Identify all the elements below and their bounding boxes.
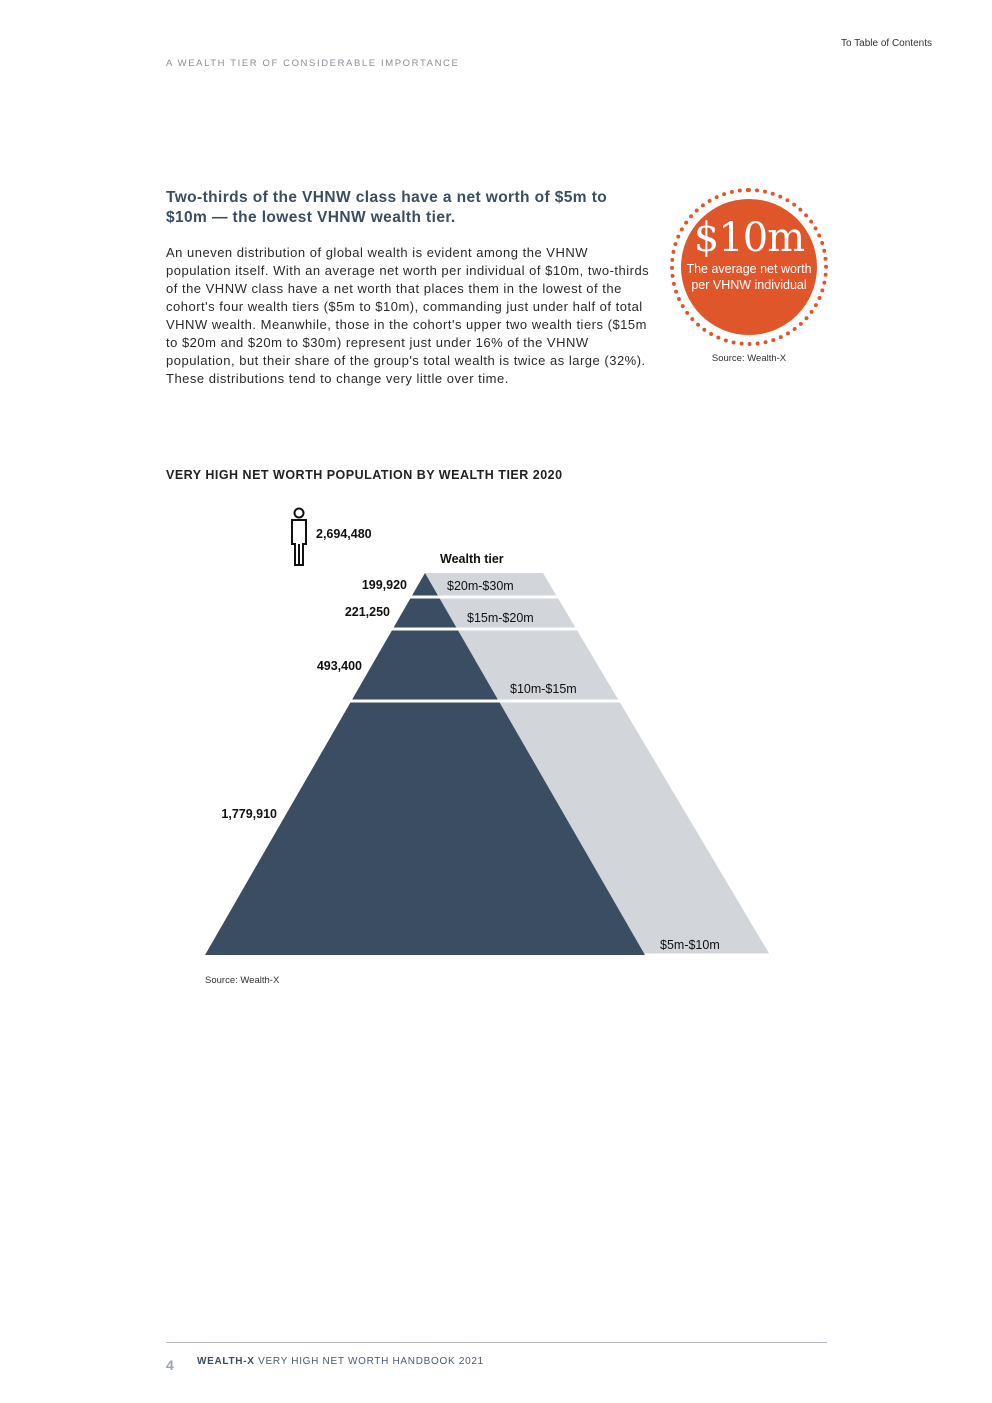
footer-brand: WEALTH-X: [197, 1356, 255, 1367]
section-title: A WEALTH TIER OF CONSIDERABLE IMPORTANCE: [166, 58, 460, 69]
tier-name-label: $10m-$15m: [510, 682, 577, 696]
tier-value-label: 1,779,910: [221, 807, 277, 821]
badge-source: Source: Wealth-X: [711, 353, 787, 364]
badge-caption: The average net worth per VHNW individual: [686, 262, 812, 292]
badge-value: $10m: [693, 215, 805, 261]
tier-value-label: 221,250: [344, 605, 390, 619]
tier-value-label: 199,920: [361, 578, 407, 592]
page-number: 4: [166, 1357, 174, 1373]
table-of-contents-link[interactable]: To Table of Contents: [841, 38, 932, 49]
body-paragraph: An uneven distribution of global wealth is evident among the VHNW population itself. With an average net worth per individual of $10m, two-thirds of the VHNW class have a net worth that places them in the lowest of the cohort's four wealth tiers ($5m to $10m), commanding just under half of total VHNW wealth. Meanwhile, those in the cohort's upper two wealth tiers ($15m to $20m and $20m to $30m) represent just under 16% of the VHNW population, but their share of the group's total wealth is twice as large (32%). These distributions tend to change very little over time.: [166, 245, 650, 386]
tier-value-label: 493,400: [316, 659, 362, 673]
footer-title: VERY HIGH NET WORTH HANDBOOK 2021: [258, 1356, 484, 1367]
tier-name-label: $5m-$10m: [660, 938, 720, 952]
chart-source: Source: Wealth-X: [205, 975, 280, 986]
tier-name-label: $15m-$20m: [467, 611, 534, 625]
chart-title: VERY HIGH NET WORTH POPULATION BY WEALTH TIER 2020: [166, 468, 563, 482]
footer-publication: [197, 1356, 484, 1367]
legend-title: Wealth tier: [440, 552, 504, 566]
person-icon: [292, 509, 306, 566]
tier-name-label: $20m-$30m: [447, 579, 514, 593]
lead-heading: Two-thirds of the VHNW class have a net worth of $5m to $10m — the lowest VHNW wealth tier.: [166, 189, 608, 226]
footer-divider: [166, 1342, 827, 1343]
total-population-label: 2,694,480: [316, 527, 372, 541]
